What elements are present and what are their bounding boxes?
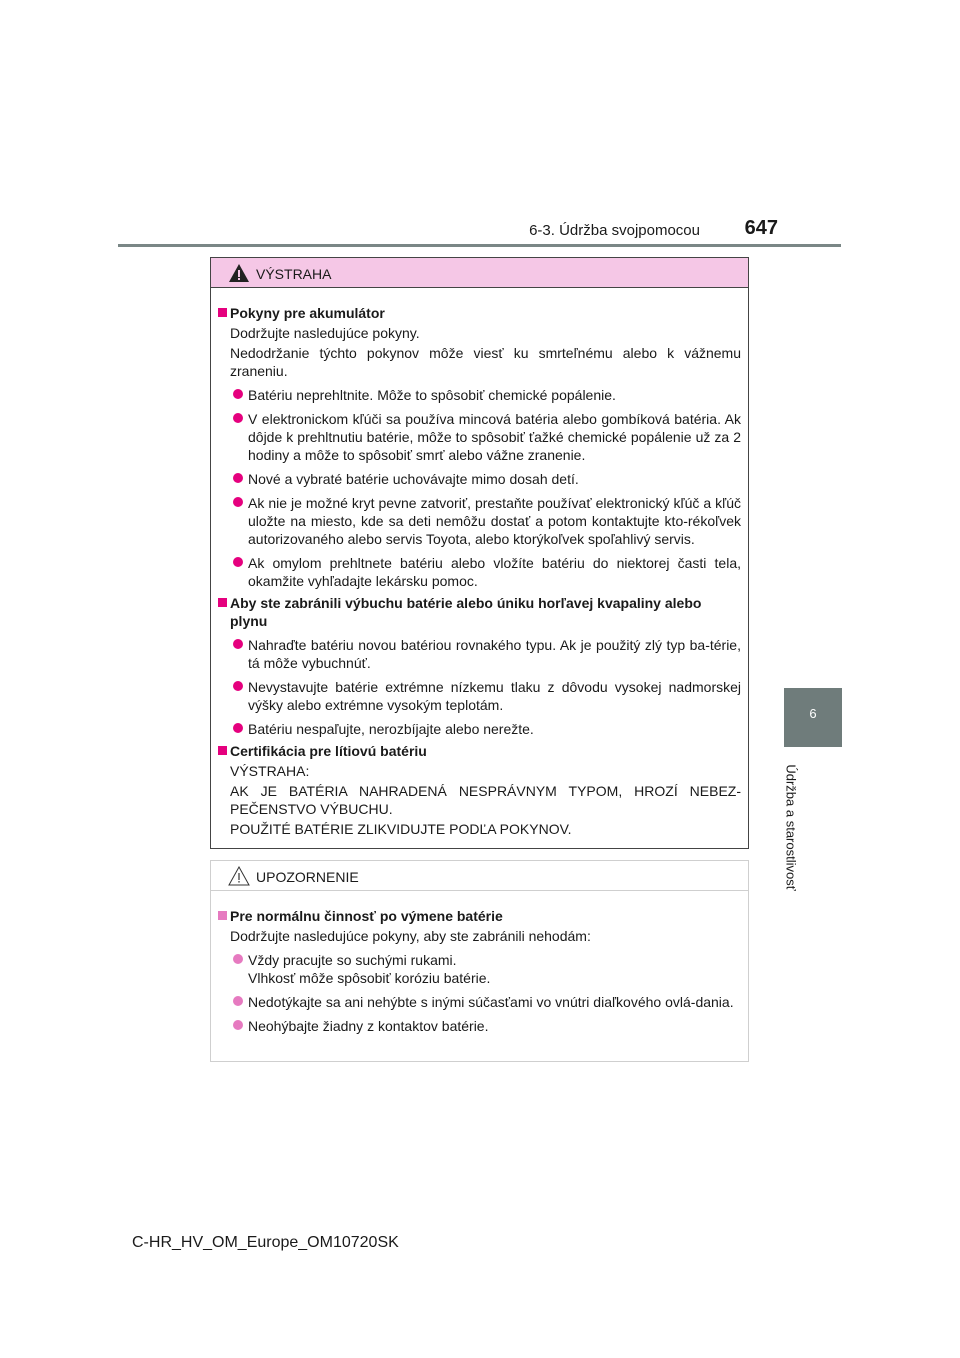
caution-icon	[228, 866, 250, 886]
warning-header	[211, 258, 748, 288]
warning-bullet-5: Ak omylom prehltnete batériu alebo vložíte batériu do niektorej časti tela, okamžite vyhľadajte lekársku pomoc.	[218, 554, 741, 590]
caution-bullet-1-line-1: Vždy pracujte so suchými rukami.	[248, 952, 457, 968]
warning-title: VÝSTRAHA	[256, 266, 332, 282]
chapter-tab: 6	[784, 688, 842, 747]
caution-heading-1: Pre normálnu činnosť po výmene batérie	[218, 907, 741, 925]
warning-icon	[228, 263, 250, 283]
chapter-tab-label	[776, 760, 806, 910]
warning-bullet-6: Nahraďte batériu novou batériou rovnakého typu. Ak je použitý zlý typ ba-térie, tá môže vybuchnúť.	[218, 636, 741, 672]
document-code: C-HR_HV_OM_Europe_OM10720SK	[132, 1234, 399, 1251]
caution-box	[210, 860, 749, 1062]
caution-bullet-1-line-2: Vlhkosť môže spôsobiť koróziu batérie.	[248, 970, 491, 986]
warning-content	[211, 288, 748, 838]
warning-bullet-1: Batériu neprehltnite. Môže to spôsobiť chemické popálenie.	[218, 386, 741, 404]
warning-heading-2: Aby ste zabránili výbuchu batérie alebo úniku horľavej kvapaliny alebo plynu	[218, 594, 741, 630]
caution-header	[211, 861, 748, 891]
caution-content	[211, 891, 748, 1035]
warning-para-2: Nedodržanie týchto pokynov môže viesť ku smrteľnému alebo k vážnemu zraneniu.	[230, 345, 741, 379]
warning-para-3: VÝSTRAHA:	[230, 763, 310, 779]
warning-para-1: Dodržujte nasledujúce pokyny.	[230, 325, 420, 341]
caution-para-1: Dodržujte nasledujúce pokyny, aby ste zabránili nehodám:	[230, 928, 591, 944]
header-rule	[118, 244, 841, 247]
warning-bullet-2: V elektronickom kľúči sa používa mincová batéria alebo gombíková batéria. Ak dôjde k prehltnutiu batérie, môže to spôsobiť ťažké chemické popálenie už za 2 hodiny a môže to spôsobiť smrť alebo vážne zranenie.	[218, 410, 741, 464]
warning-bullet-4: Ak nie je možné kryt pevne zatvoriť, prestaňte používať elektronický kľúč a kľúč uložte na miesto, kde sa deti nemôžu dostať a potom kontaktujte kto-rékoľvek autorizovaného alebo servis Toyota, alebo ktorýkoľvek spoľahlivý servis.	[218, 494, 741, 548]
chapter-tab-label-text: Údržba a starostlivosť	[783, 764, 799, 891]
warning-bullet-7: Nevystavujte batérie extrémne nízkemu tlaku z dôvodu vysokej nadmorskej výšky alebo extrémne vysokým teplotám.	[218, 678, 741, 714]
section-title: 6-3. Údržba svojpomocou	[529, 222, 700, 239]
warning-para-4: AK JE BATÉRIA NAHRADENÁ NESPRÁVNYM TYPOM, HROZÍ NEBEZ-PEČENSTVO VÝBUCHU.	[230, 783, 741, 817]
caution-bullet-2: Nedotýkajte sa ani nehýbte s inými súčasťami vo vnútri diaľkového ovlá-dania.	[218, 993, 741, 1011]
page-number: 647	[744, 217, 778, 239]
caution-title: UPOZORNENIE	[256, 869, 359, 885]
caution-bullet-3: Neohýbajte žiadny z kontaktov batérie.	[218, 1017, 741, 1035]
warning-para-5: POUŽITÉ BATÉRIE ZLIKVIDUJTE PODĽA POKYNOV.	[230, 821, 572, 837]
warning-heading-3: Certifikácia pre lítiovú batériu	[218, 742, 741, 760]
warning-bullet-3: Nové a vybraté batérie uchovávajte mimo dosah detí.	[218, 470, 741, 488]
warning-box	[210, 257, 749, 849]
caution-bullet-1	[218, 951, 741, 987]
warning-heading-1: Pokyny pre akumulátor	[218, 304, 741, 322]
warning-bullet-8: Batériu nespaľujte, nerozbíjajte alebo nerežte.	[218, 720, 741, 738]
